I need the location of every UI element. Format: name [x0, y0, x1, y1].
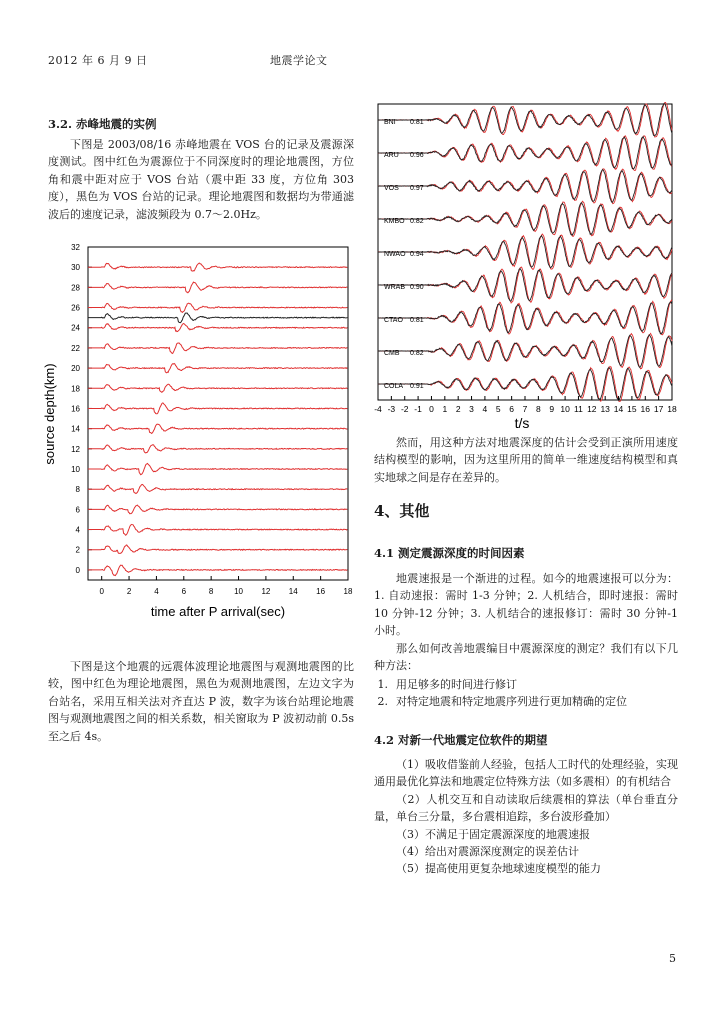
x-tick-label: 5 [495, 404, 501, 414]
list-number: 2. [377, 695, 388, 708]
x-tick-label: 10 [560, 404, 570, 414]
list-text: 对特定地震和特定地震序列进行更加精确的定位 [396, 695, 627, 708]
x-tick-label: 18 [667, 404, 677, 414]
list-item: （3）不满足于固定震源深度的地震速报 [396, 827, 590, 841]
section-3-2-heading: 3.2. 赤峰地震的实例 [48, 117, 157, 131]
x-tick-label: 0 [429, 404, 434, 414]
correlation-label: 0.82 [410, 350, 424, 357]
x-tick-label: 8 [535, 404, 541, 414]
x-tick-label: 2 [455, 404, 461, 414]
list-item [374, 693, 678, 710]
paragraph-text: 下图是 2003/08/16 赤峰地震在 VOS 台的记录及震源深度测试。图中红色为震源位于不同深度时的理论地震图，方位角和震中距对应于 VOS 台站（震中距 33 度，方位角 303 度），黑色为 VOS 台站的记录。理论地震图和数据均为带通滤波后的速度记录，滤波频段为 0.7～2.0Hz。 [48, 138, 354, 221]
station-label: CTAO [384, 317, 403, 324]
y-tick-label: 6 [75, 505, 80, 515]
teleseismic-figure [372, 102, 682, 436]
x-tick-label: 18 [343, 587, 353, 596]
section-3-2-paragraph-1 [48, 136, 354, 223]
x-tick-label: 9 [549, 404, 555, 414]
correlation-label: 0.81 [410, 317, 424, 324]
paragraph-text: 然而，用这种方法对地震深度的估计会受到正演所用速度结构模型的影响，因为这里所用的简单一维速度结构模型和真实地球之间是存在差异的。 [374, 436, 678, 484]
x-tick-label: 13 [600, 404, 610, 414]
x-tick-label: 12 [261, 587, 271, 596]
section-4-heading: 4、其他 [374, 502, 430, 520]
section-3-2-paragraph-3 [374, 434, 678, 486]
y-tick-label: 16 [71, 404, 80, 414]
station-label: NWAO [384, 251, 406, 258]
x-tick-label: 16 [316, 587, 326, 596]
correlation-label: 0.94 [410, 251, 424, 258]
section-4-2-body [374, 756, 678, 878]
y-tick-label: 4 [75, 525, 80, 535]
x-tick-label: 2 [126, 587, 132, 596]
y-tick-label: 20 [71, 364, 80, 374]
correlation-label: 0.90 [410, 284, 424, 291]
y-tick-label: 2 [75, 545, 80, 555]
x-tick-label: 1 [442, 404, 448, 414]
list-item [374, 676, 678, 693]
paragraph-text: 下图是这个地震的远震体波理论地震图与观测地震图的比较，图中红色为理论地震图，黑色为观测地震图，左边文字为台站名，采用互相关法对齐直达 P 波，数字为该台站理论地震图与观测地震图之间的相关系数，相关窗取为 P 波初动前 0.5s 至之后 4s。 [48, 660, 354, 743]
correlation-label: 0.81 [410, 119, 424, 126]
list-item: （4）给出对震源深度测定的误差估计 [396, 845, 579, 859]
x-tick-label: 14 [288, 587, 298, 596]
x-tick-label: 3 [469, 404, 474, 414]
x-tick-label: 10 [234, 587, 243, 596]
correlation-label: 0.96 [410, 152, 424, 159]
y-tick-label: 10 [71, 465, 80, 474]
x-tick-label: 4 [482, 404, 488, 414]
y-tick-label: 14 [71, 424, 80, 434]
y-tick-label: 26 [71, 303, 80, 313]
list-item: （2）人机交互和自动读取后续震相的算法（单台垂直分量，单台三分量，多台震相追踪，多台波形叠加） [374, 792, 678, 824]
x-tick-label: 0 [99, 587, 104, 596]
correlation-label: 0.91 [410, 383, 424, 390]
y-tick-label: 22 [71, 343, 80, 353]
paragraph-text: 地震速报是一个渐进的过程。如今的地震速报可以分为：1. 自动速报：需时 1-3 分钟；2. 人机结合，即时速报：需时 10 分钟-12 分钟；3. 人机结合的速报修订：需时 30 分钟-1 小时。 [374, 572, 678, 638]
x-tick-label: -2 [400, 404, 409, 414]
x-tick-label: 8 [208, 587, 214, 596]
x-tick-label: 14 [613, 404, 624, 414]
x-tick-label: 6 [181, 587, 187, 596]
x-tick-label: 11 [574, 404, 583, 414]
station-label: KMBO [384, 218, 405, 225]
station-label: WRAB [384, 284, 405, 291]
y-tick-label: 0 [75, 565, 80, 575]
x-axis-label: time after P arrival(sec) [150, 604, 286, 619]
paragraph-text: 那么如何改善地震编目中震源深度的测定？我们有以下几种方法： [374, 641, 678, 673]
station-label: CMB [384, 350, 400, 357]
section-4-2-heading: 4.2 对新一代地震定位软件的期望 [374, 733, 548, 747]
list-number: 1. [377, 678, 388, 691]
section-4-1-body [374, 570, 678, 674]
x-tick-label: -3 [387, 404, 396, 414]
x-tick-label: 17 [653, 404, 664, 414]
correlation-label: 0.82 [410, 218, 424, 225]
section-4-1-list [374, 676, 678, 710]
correlation-label: 0.97 [410, 185, 424, 192]
teleseismic-chart [372, 102, 682, 432]
y-tick-label: 12 [71, 444, 80, 454]
x-tick-label: 6 [509, 404, 515, 414]
section-4-1-heading: 4.1 测定震源深度的时间因素 [374, 546, 525, 560]
header-title: 地震学论文 [270, 54, 328, 67]
depth-test-figure [40, 240, 356, 636]
y-tick-label: 24 [71, 323, 80, 333]
x-axis-label: t/s [514, 415, 530, 431]
list-item: （1）吸收借鉴前人经验，包括人工时代的处理经验，实现通用最优化算法和地震定位特殊方法（如多震相）的有机结合 [374, 758, 678, 789]
x-tick-label: -4 [374, 404, 382, 414]
y-tick-label: 8 [75, 485, 80, 495]
section-3-2-paragraph-2 [48, 658, 354, 745]
station-label: BNI [384, 119, 396, 126]
y-tick-label: 30 [71, 263, 80, 273]
y-axis-label: source depth(km) [42, 363, 57, 465]
x-tick-label: 4 [154, 587, 159, 596]
station-label: ARU [384, 152, 399, 159]
y-tick-label: 32 [71, 243, 80, 252]
depth-test-chart [40, 240, 356, 632]
y-tick-label: 18 [71, 384, 80, 394]
y-tick-label: 28 [71, 283, 80, 293]
x-tick-label: 16 [640, 404, 651, 414]
list-item: （5）提高使用更复杂地球速度模型的能力 [396, 862, 601, 876]
list-text: 用足够多的时间进行修订 [396, 678, 517, 691]
x-tick-label: -1 [414, 404, 422, 414]
page-number: 5 [669, 952, 676, 965]
header-date: 2012 年 6 月 9 日 [48, 54, 148, 67]
x-tick-label: 15 [627, 404, 637, 414]
station-label: VOS [384, 185, 399, 192]
x-tick-label: 12 [587, 404, 597, 414]
station-label: COLA [384, 383, 404, 390]
x-tick-label: 7 [522, 404, 528, 414]
